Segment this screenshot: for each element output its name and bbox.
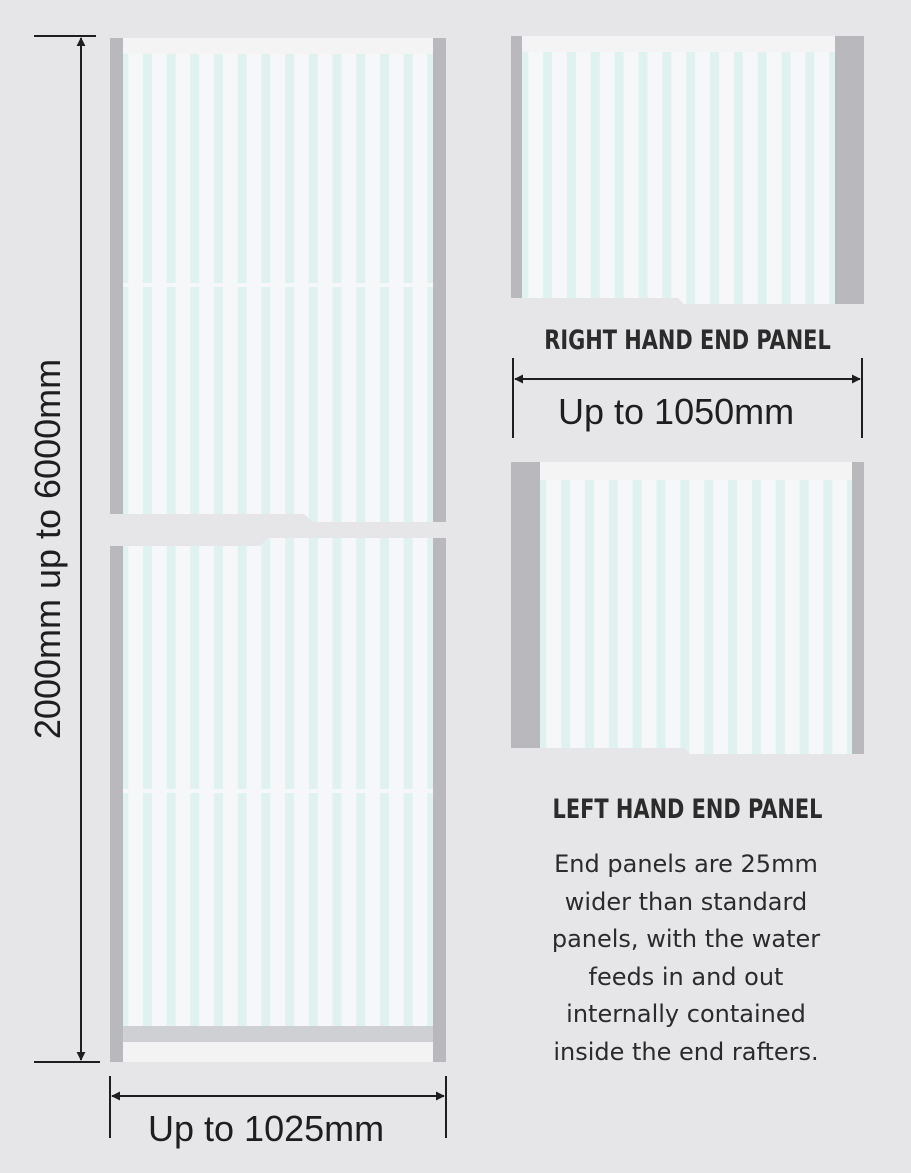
vacuum-tube (152, 536, 167, 1028)
vacuum-tube (365, 54, 380, 524)
end-rafter (511, 462, 540, 754)
right-hand-end-panel (511, 36, 864, 304)
vacuum-tube (767, 52, 782, 304)
end-panel-description (520, 846, 852, 1071)
vacuum-tube (247, 54, 262, 524)
vacuum-tube (642, 480, 657, 754)
right-rafter (852, 462, 864, 754)
vacuum-tube (365, 536, 380, 1028)
vacuum-tube (176, 54, 191, 524)
vacuum-tube (814, 52, 829, 304)
vacuum-tube (176, 536, 191, 1028)
description-line: feeds in and out (588, 962, 784, 991)
vacuum-tube (152, 54, 167, 524)
end-panel-width-label: Up to 1050mm (558, 391, 795, 432)
mid-rail (122, 283, 434, 287)
vacuum-tube (743, 52, 758, 304)
right-hand-end-panel-title: RIGHT HAND END PANEL (544, 325, 831, 356)
vacuum-tube (761, 480, 776, 754)
vacuum-tube (342, 54, 357, 524)
vacuum-tube (128, 54, 143, 524)
vacuum-tube (570, 480, 585, 754)
bottom-frame-bar (110, 1042, 446, 1062)
vacuum-tube (594, 480, 609, 754)
vacuum-tube (294, 536, 309, 1028)
vacuum-tube (413, 536, 428, 1028)
vacuum-tube (294, 54, 309, 524)
description-line: End panels are 25mm (554, 850, 818, 878)
vacuum-tube (719, 52, 734, 304)
description-line: internally contained (566, 1000, 806, 1028)
vacuum-tube (223, 536, 238, 1028)
vacuum-tube (223, 54, 238, 524)
description-line: inside the end rafters. (553, 1037, 819, 1066)
vacuum-tube (128, 536, 143, 1028)
vacuum-tube (576, 52, 591, 304)
vacuum-tube (199, 54, 214, 524)
vacuum-tube (270, 536, 285, 1028)
right-rafter (433, 38, 446, 524)
top-frame-bar (511, 462, 864, 480)
vacuum-tube (737, 480, 752, 754)
vacuum-tube (318, 54, 333, 524)
vacuum-tube (413, 54, 428, 524)
vacuum-tube (809, 480, 824, 754)
vacuum-tube (689, 480, 704, 754)
vacuum-tube (546, 480, 561, 754)
vacuum-tube (552, 52, 567, 304)
vacuum-tube (791, 52, 806, 304)
vacuum-tube (618, 480, 633, 754)
manifold-bar (110, 1026, 446, 1042)
vacuum-tube (528, 52, 543, 304)
height-label: 2000mm up to 6000mm (27, 358, 68, 740)
description-line: panels, with the water (551, 925, 821, 953)
vacuum-tube (318, 536, 333, 1028)
left-rafter (110, 536, 123, 1062)
end-rafter (835, 36, 864, 304)
vacuum-tube (247, 536, 262, 1028)
vacuum-tube (342, 536, 357, 1028)
vacuum-tube (270, 54, 285, 524)
vacuum-tube (695, 52, 710, 304)
vacuum-tube (666, 480, 681, 754)
top-frame-bar (110, 38, 446, 54)
left-hand-end-panel (511, 462, 864, 754)
description-line: wider than standard (564, 887, 808, 916)
vacuum-tube (832, 480, 847, 754)
vacuum-tube (600, 52, 615, 304)
vacuum-tube (671, 52, 686, 304)
top-frame-bar (511, 36, 864, 52)
standard-width-label: Up to 1025mm (148, 1108, 385, 1149)
left-hand-end-panel-title: LEFT HAND END PANEL (552, 794, 823, 825)
standard-panel-top-section (110, 38, 446, 524)
vacuum-tube (785, 480, 800, 754)
left-rafter (110, 38, 123, 524)
vacuum-tube (624, 52, 639, 304)
mid-rail (122, 789, 434, 793)
left-rafter (511, 36, 522, 304)
right-rafter (433, 536, 446, 1062)
standard-panel-bottom-section (110, 536, 446, 1062)
vacuum-tube (199, 536, 214, 1028)
vacuum-tube (713, 480, 728, 754)
vacuum-tube (648, 52, 663, 304)
vacuum-tube (389, 54, 404, 524)
vacuum-tube (389, 536, 404, 1028)
